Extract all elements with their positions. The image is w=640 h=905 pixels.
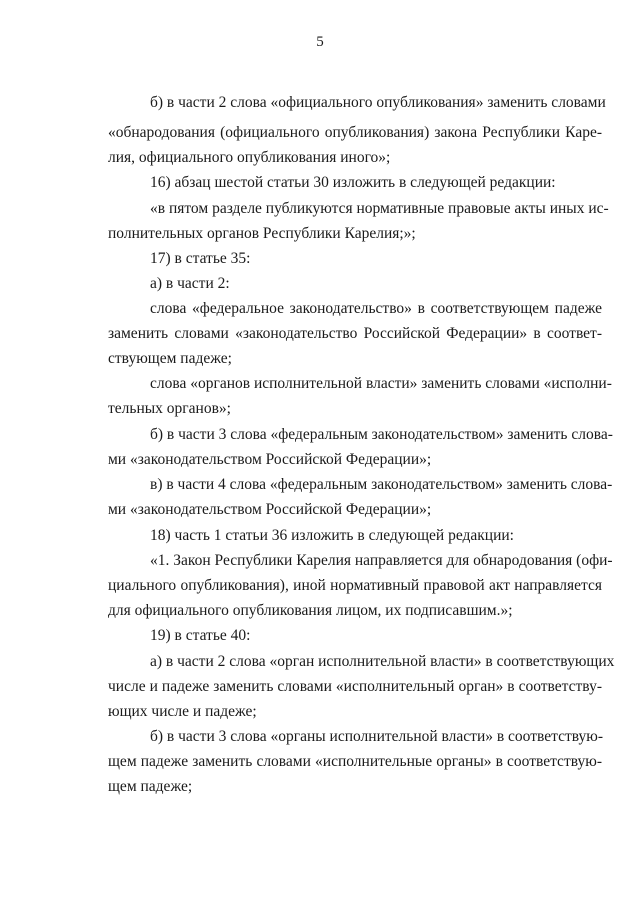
text-line: 18) часть 1 статьи 36 изложить в следующей редакции: [150,527,514,544]
text-line: полнительных органов Республики Карелия;»; [108,225,416,242]
text-line: щем падеже заменить словами «исполнительные органы» в соответствую- [108,753,602,770]
text-line: заменить словами «законодательство Российской Федерации» в соответ- [108,325,602,342]
text-line: в) в части 4 слова «федеральным законодательством» заменить слова- [150,476,613,493]
text-line: лия, официального опубликования иного»; [108,149,391,166]
text-line: ми «законодательством Российской Федерации»; [108,501,432,518]
text-line: для официального опубликования лицом, их подписавшим.»; [108,602,513,619]
text-line: числе и падеже заменить словами «исполнительный орган» в соответству- [108,678,602,695]
text-line: 17) в статье 35: [150,250,251,267]
text-line: б) в части 3 слова «органы исполнительной власти» в соответствую- [150,728,604,745]
text-line: ющих числе и падеже; [108,703,257,720]
text-line: 19) в статье 40: [150,627,251,644]
text-line: 16) абзац шестой статьи 30 изложить в следующей редакции: [150,174,556,191]
text-line: «в пятом разделе публикуются нормативные правовые акты иных ис- [150,200,609,217]
text-line: б) в части 3 слова «федеральным законодательством» заменить слова- [150,426,613,443]
text-line: б) в части 2 слова «официального опубликования» заменить словами [150,94,606,111]
text-line: щем падеже; [108,778,193,795]
text-line: «1. Закон Республики Карелия направляется для обнародования (офи- [150,552,613,569]
text-line: а) в части 2: [150,275,230,292]
text-line: слова «органов исполнительной власти» заменить словами «исполни- [150,375,612,392]
text-line: ми «законодательством Российской Федерации»; [108,451,432,468]
text-line: тельных органов»; [108,400,231,417]
page-number: 5 [316,34,324,50]
text-line: циального опубликования), иной нормативный правовой акт направляется [108,577,602,594]
text-line: ствующем падеже; [108,350,232,367]
text-line: слова «федеральное законодательство» в соответствующем падеже [150,300,602,317]
text-line: «обнародования (официального опубликования) закона Республики Каре- [108,124,602,141]
text-line: а) в части 2 слова «орган исполнительной власти» в соответствующих [150,653,615,670]
